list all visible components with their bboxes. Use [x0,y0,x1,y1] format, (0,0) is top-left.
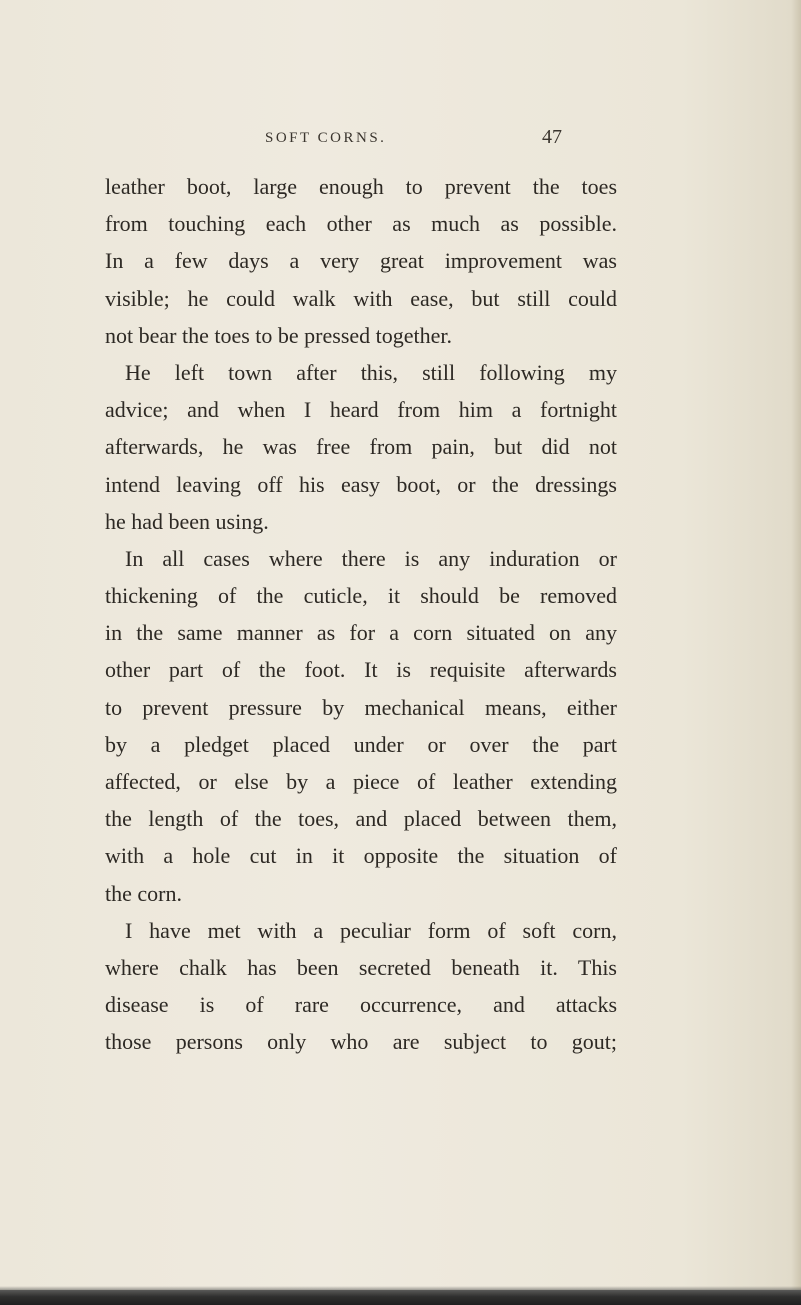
text-line: from touching each other as much as possible. [105,211,617,237]
body-text [105,168,617,1061]
text-line: he had been using. [105,508,269,534]
text-line: afterwards, he was free from pain, but did not [105,434,617,460]
text-line: In all cases where there is any induration or [125,545,617,571]
text-line: the length of the toes, and placed between them, [105,806,617,832]
text-line: by a pledget placed under or over the part [105,731,617,757]
text-line: He left town after this, still following my [125,359,617,385]
text-line: affected, or else by a piece of leather extending [105,769,617,794]
text-line: thickening of the cuticle, it should be removed [105,583,617,609]
scan-border [0,1290,801,1305]
text-line: with a hole cut in it opposite the situation of [105,843,617,869]
page-number: 47 [542,126,562,148]
text-line: to prevent pressure by mechanical means, either [105,694,617,720]
text-line: visible; he could walk with ease, but still could [105,285,617,311]
text-line: disease is of rare occurrence, and attacks [105,992,617,1018]
page-edge-shadow [791,0,801,1305]
text-line: those persons only who are subject to gout; [105,1029,617,1055]
text-line: other part of the foot. It is requisite afterwards [105,657,617,683]
running-title: SOFT CORNS. [265,130,387,146]
text-line: intend leaving off his easy boot, or the dressings [105,471,617,497]
page-header [0,128,801,158]
text-line: where chalk has been secreted beneath it. This [105,954,617,980]
text-line: the corn. [105,880,182,906]
text-line: leather boot, large enough to prevent the toes [105,174,617,199]
text-line: I have met with a peculiar form of soft corn, [125,917,617,943]
text-line: In a few days a very great improvement was [105,248,617,274]
text-line: not bear the toes to be pressed together. [105,322,453,348]
text-line: in the same manner as for a corn situated on any [105,620,617,646]
text-line: advice; and when I heard from him a fortnight [105,397,617,423]
